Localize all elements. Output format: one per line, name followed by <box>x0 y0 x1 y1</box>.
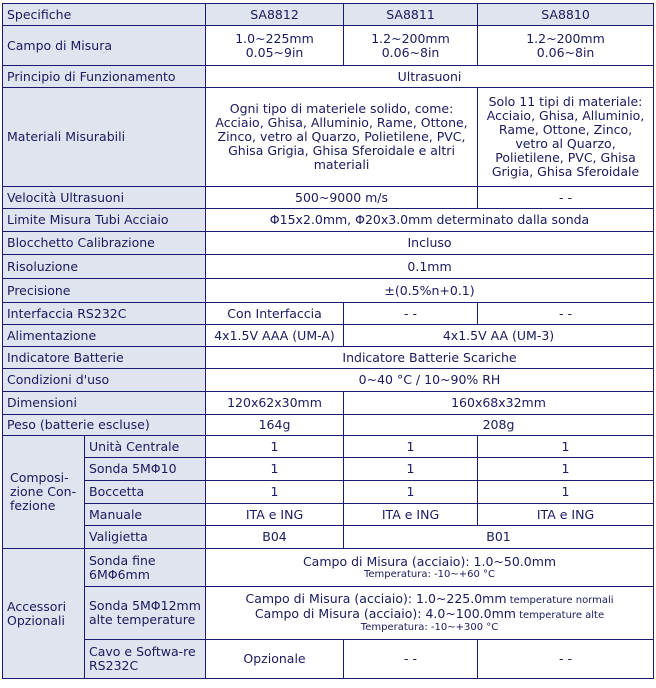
row-precisione <box>3 279 654 303</box>
row-condizioni <box>3 369 654 392</box>
campo-sa8811 <box>344 26 478 66</box>
limite-value: Φ15x2.0mm, Φ20x3.0mm determinato dalla sonda <box>206 209 654 232</box>
row-label: Peso (batterie escluse) <box>3 415 206 436</box>
range-high <box>210 607 649 622</box>
sonda-sa8812: 1 <box>206 458 344 481</box>
valigietta-sa8811-sa8810: B01 <box>344 526 654 549</box>
velocita-sa8810: - - <box>478 187 654 209</box>
row-label: Principio di Funzionamento <box>3 66 206 88</box>
range-normal <box>210 592 649 607</box>
campo-sa8810 <box>478 26 654 66</box>
header-model-sa8810: SA8810 <box>478 4 654 26</box>
range-mm: 1.0~225mm <box>235 30 314 46</box>
sonda-alte-temperature-value <box>206 587 654 640</box>
row-interfaccia <box>3 303 654 325</box>
sonda-fine-value <box>206 549 654 587</box>
risoluzione-value: 0.1mm <box>206 255 654 279</box>
row-label: Dimensioni <box>3 392 206 415</box>
row-label: Alimentazione <box>3 325 206 347</box>
row-label: Blocchetto Calibrazione <box>3 232 206 255</box>
row-label: Indicatore Batterie <box>3 347 206 369</box>
row-label: Cavo e Softwa-re RS232C <box>85 640 206 679</box>
row-label: Materiali Misurabili <box>3 88 206 187</box>
row-label: Sonda 5MΦ12mm alte temperature <box>85 587 206 640</box>
manuale-sa8812: ITA e ING <box>206 504 344 526</box>
row-label: Precisione <box>3 279 206 303</box>
blocchetto-value: Incluso <box>206 232 654 255</box>
row-principio <box>3 66 654 88</box>
row-sonda-alte-temperature <box>3 587 654 640</box>
unita-sa8811: 1 <box>344 436 478 458</box>
row-peso <box>3 415 654 436</box>
interfaccia-sa8811: - - <box>344 303 478 325</box>
campo-sa8812 <box>206 26 344 66</box>
row-campo-misura <box>3 26 654 66</box>
alimentazione-sa8811-sa8810: 4x1.5V AA (UM-3) <box>344 325 654 347</box>
sonda-sa8810: 1 <box>478 458 654 481</box>
boccetta-sa8810: 1 <box>478 481 654 504</box>
range-in: 0.06~8in <box>536 44 595 60</box>
cavo-sa8812: Opzionale <box>206 640 344 679</box>
dimensioni-sa8812: 120x62x30mm <box>206 392 344 415</box>
row-boccetta <box>3 481 654 504</box>
sonda-fine-temperature: Temperatura: -10~+60 °C <box>363 568 496 580</box>
dimensioni-sa8811-sa8810: 160x68x32mm <box>344 392 654 415</box>
cavo-sa8810: - - <box>478 640 654 679</box>
row-label: Valigietta <box>85 526 206 549</box>
range-mm: 1.2~200mm <box>526 30 605 46</box>
row-label: Unità Centrale <box>85 436 206 458</box>
principio-value: Ultrasuoni <box>206 66 654 88</box>
row-cavo-software <box>3 640 654 679</box>
manuale-sa8811: ITA e ING <box>344 504 478 526</box>
row-materiali <box>3 88 654 187</box>
row-sonda <box>3 458 654 481</box>
range-in: 0.06~8in <box>381 44 440 60</box>
row-dimensioni <box>3 392 654 415</box>
row-risoluzione <box>3 255 654 279</box>
range-normal-main: Campo di Misura (acciaio): 1.0~225.0mm <box>245 591 507 606</box>
row-label: Risoluzione <box>3 255 206 279</box>
sonda-fine-range: Campo di Misura (acciaio): 1.0~50.0mm <box>302 553 557 569</box>
unita-sa8810: 1 <box>478 436 654 458</box>
range-mm: 1.2~200mm <box>371 30 450 46</box>
range-high-note: temperature alte <box>515 610 605 621</box>
row-velocita <box>3 187 654 209</box>
row-label: Sonda 5MΦ10 <box>85 458 206 481</box>
row-label: Condizioni d'uso <box>3 369 206 392</box>
materiali-sa8810: Solo 11 tipi di materiale: Acciaio, Ghisa, Alluminio, Rame, Ottone, Zinco, vetro al Quarzo, Polietilene, PVC, Ghisa Grigia, Ghisa Sferoidale <box>478 88 654 187</box>
header-model-sa8811: SA8811 <box>344 4 478 26</box>
specifications-table <box>2 3 654 679</box>
row-label: Limite Misura Tubi Acciaio <box>3 209 206 232</box>
row-label: Manuale <box>85 504 206 526</box>
manuale-sa8810: ITA e ING <box>478 504 654 526</box>
interfaccia-sa8810: - - <box>478 303 654 325</box>
boccetta-sa8812: 1 <box>206 481 344 504</box>
cavo-sa8811: - - <box>344 640 478 679</box>
row-label: Boccetta <box>85 481 206 504</box>
row-valigietta <box>3 526 654 549</box>
materiali-sa8812-sa8811: Ogni tipo di materiele solido, come: Acciaio, Ghisa, Alluminio, Rame, Ottone, Zinco, vetro al Quarzo, Polietilene, PVC, Ghisa Grigia, Ghisa Sferoidale e altri materiali <box>206 88 478 187</box>
accessori-group-label: Accessori Opzionali <box>3 549 85 679</box>
range-normal-note: temperature normali <box>506 595 614 606</box>
row-label: Sonda fine 6MΦ6mm <box>85 549 206 587</box>
header-model-sa8812: SA8812 <box>206 4 344 26</box>
header-label: Specifiche <box>3 4 206 26</box>
interfaccia-sa8812: Con Interfaccia <box>206 303 344 325</box>
range-in: 0.05~9in <box>245 44 304 60</box>
unita-sa8812: 1 <box>206 436 344 458</box>
range-high-main: Campo di Misura (acciaio): 4.0~100.0mm <box>254 606 516 621</box>
confezione-group-label: Composi-zione Con-fezione <box>3 436 85 549</box>
row-label: Interfaccia RS232C <box>3 303 206 325</box>
velocita-sa8812-sa8811: 500~9000 m/s <box>206 187 478 209</box>
boccetta-sa8811: 1 <box>344 481 478 504</box>
peso-sa8811-sa8810: 208g <box>344 415 654 436</box>
row-label: Campo di Misura <box>3 26 206 66</box>
alimentazione-sa8812: 4x1.5V AAA (UM-A) <box>206 325 344 347</box>
row-sonda-fine <box>3 549 654 587</box>
sonda-sa8811: 1 <box>344 458 478 481</box>
precisione-value: ±(0.5%n+0.1) <box>206 279 654 303</box>
condizioni-value: 0~40 °C / 10~90% RH <box>206 369 654 392</box>
row-label: Velocità Ultrasuoni <box>3 187 206 209</box>
row-unita-centrale <box>3 436 654 458</box>
indicatore-value: Indicatore Batterie Scariche <box>206 347 654 369</box>
row-manuale <box>3 504 654 526</box>
valigietta-sa8812: B04 <box>206 526 344 549</box>
row-limite <box>3 209 654 232</box>
row-alimentazione <box>3 325 654 347</box>
header-row <box>3 4 654 26</box>
peso-sa8812: 164g <box>206 415 344 436</box>
row-indicatore <box>3 347 654 369</box>
row-blocchetto <box>3 232 654 255</box>
sonda-alte-temperature-temp: Temperatura: -10~+300 °C <box>360 622 499 633</box>
